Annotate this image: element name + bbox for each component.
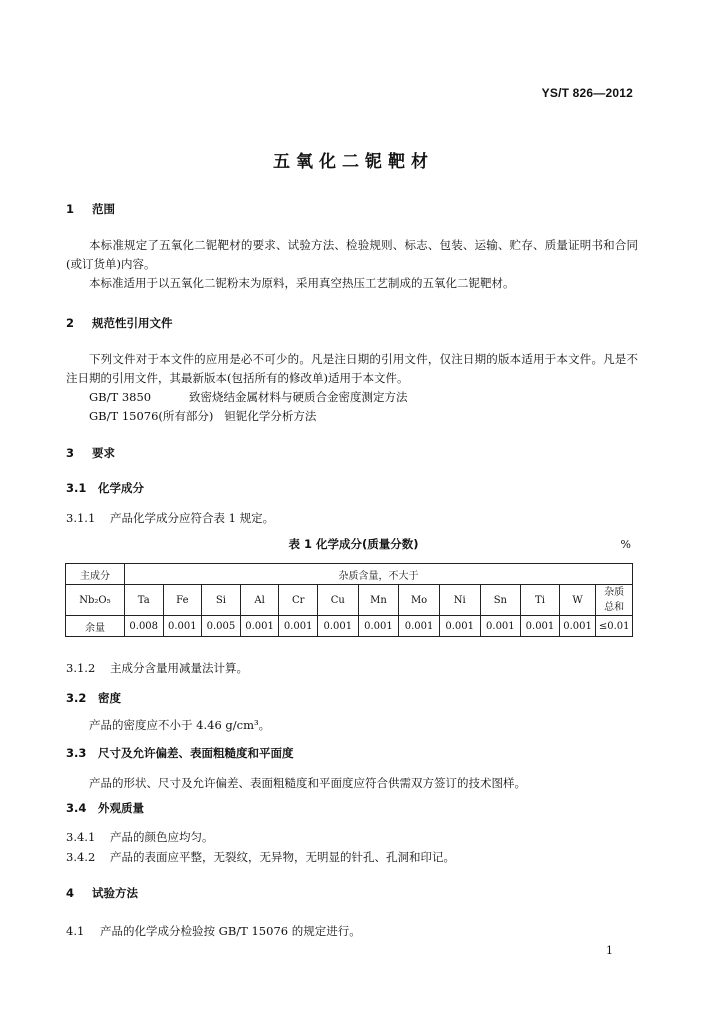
element-cell: Ta (124, 585, 163, 616)
impurity-value: 0.001 (559, 616, 596, 637)
section-title: 范围 (92, 202, 115, 216)
impurity-header: 杂质含量，不大于 (124, 564, 632, 585)
reference-item (89, 408, 316, 424)
impurity-value: 0.001 (279, 616, 318, 637)
element-cell: Ti (521, 585, 560, 616)
table-caption: 表 1 化学成分(质量分数) (288, 537, 419, 551)
clause-3-4-1 (66, 829, 214, 845)
element-cell: Cu (317, 585, 358, 616)
impurity-value: 0.001 (399, 616, 440, 637)
table-header-row (66, 564, 633, 585)
reference-code: GB/T 3850 (89, 390, 152, 404)
impurity-value: 0.001 (317, 616, 358, 637)
subsection-3-1-heading (66, 480, 144, 496)
subsection-3-2-text: 产品的密度应不小于 4.46 g/cm³。 (89, 718, 271, 732)
subsection-number: 3.3 (66, 746, 87, 760)
element-cell: Si (202, 585, 241, 616)
subsection-3-4-heading (66, 800, 144, 816)
page-number: 1 (606, 944, 613, 957)
chemical-composition-table (65, 563, 633, 637)
subsection-3-3-text: 产品的形状、尺寸及允许偏差、表面粗糙度和平面度应符合供需双方签订的技术图样。 (89, 776, 526, 790)
subsection-number: 3.2 (66, 691, 87, 705)
subsection-number: 3.1 (66, 481, 87, 495)
element-cell: Ni (439, 585, 480, 616)
reference-title: 钽铌化学分析方法 (224, 409, 317, 423)
document-title: 五氧化二铌靶材 (273, 152, 434, 172)
section-title: 规范性引用文件 (92, 316, 173, 330)
subsection-title: 化学成分 (98, 481, 144, 495)
clause-3-4-2 (66, 849, 455, 865)
impurity-total-value: ≤0.01 (596, 616, 633, 637)
section-number: 1 (66, 202, 75, 216)
clause-text: 产品的颜色应均匀。 (110, 830, 214, 844)
subsection-title: 尺寸及允许偏差、表面粗糙度和平面度 (98, 746, 294, 760)
element-cell: Sn (480, 585, 521, 616)
reference-title: 致密烧结金属材料与硬质合金密度测定方法 (189, 390, 408, 404)
subsection-3-3-heading (66, 745, 294, 761)
table-unit: % (620, 538, 631, 551)
section-number: 4 (66, 886, 75, 900)
subsection-3-2-heading (66, 690, 121, 706)
impurity-value: 0.001 (163, 616, 202, 637)
impurity-value: 0.001 (480, 616, 521, 637)
table-value-row (66, 616, 633, 637)
section-4-heading (66, 885, 138, 901)
clause-text: 产品的表面应平整，无裂纹，无异物，无明显的针孔、孔洞和印记。 (110, 850, 455, 864)
impurity-value: 0.001 (240, 616, 279, 637)
subsection-number: 3.4 (66, 801, 87, 815)
element-cell: Al (240, 585, 279, 616)
clause-number: 3.4.1 (66, 830, 96, 844)
clause-number: 3.1.1 (66, 511, 96, 525)
section-2-paragraph-1: 下列文件对于本文件的应用是必不可少的。凡是注日期的引用文件，仅注日期的版本适用于本文件。凡是不注日期的引用文件，其最新版本(包括所有的修改单)适用于本文件。 (66, 352, 638, 385)
impurity-value: 0.008 (124, 616, 163, 637)
impurity-total-label-line-2: 总和 (604, 602, 625, 613)
element-cell: Mo (399, 585, 440, 616)
section-number: 2 (66, 316, 75, 330)
main-component-value: 余量 (66, 616, 125, 637)
clause-3-1-2 (66, 660, 248, 676)
table-element-row (66, 585, 633, 616)
clause-text: 产品的化学成分检验按 GB/T 15076 的规定进行。 (100, 924, 361, 938)
impurity-value: 0.005 (202, 616, 241, 637)
clause-number: 4.1 (66, 924, 85, 938)
element-cell: W (559, 585, 596, 616)
section-number: 3 (66, 446, 75, 460)
section-title: 试验方法 (92, 886, 138, 900)
subsection-title: 外观质量 (98, 801, 144, 815)
section-1-heading (66, 201, 115, 217)
main-component-header: 主成分 (66, 564, 125, 585)
main-component-cell: Nb₂O₅ (66, 585, 125, 616)
clause-text: 主成分含量用减量法计算。 (110, 661, 248, 675)
clause-4-1 (66, 923, 361, 939)
element-cell: Cr (279, 585, 318, 616)
impurity-total-header (596, 585, 633, 616)
clause-number: 3.1.2 (66, 661, 96, 675)
subsection-title: 密度 (98, 691, 121, 705)
section-1-paragraph-1: 本标准规定了五氧化二铌靶材的要求、试验方法、检验规则、标志、包装、运输、贮存、质量证明书和合同(或订货单)内容。 (66, 238, 638, 271)
reference-code: GB/T 15076(所有部分) (89, 409, 214, 423)
standard-code: YS/T 826—2012 (541, 86, 633, 100)
reference-item (89, 389, 408, 405)
clause-3-1-1 (66, 510, 274, 526)
section-2-heading (66, 315, 173, 331)
section-title: 要求 (92, 446, 115, 460)
section-1-paragraph-2: 本标准适用于以五氧化二铌粉末为原料，采用真空热压工艺制成的五氧化二铌靶材。 (89, 276, 515, 290)
impurity-value: 0.001 (521, 616, 560, 637)
element-cell: Fe (163, 585, 202, 616)
impurity-total-label-line-1: 杂质 (604, 587, 625, 598)
element-cell: Mn (358, 585, 399, 616)
section-3-heading (66, 445, 115, 461)
impurity-value: 0.001 (439, 616, 480, 637)
clause-number: 3.4.2 (66, 850, 96, 864)
clause-text: 产品化学成分应符合表 1 规定。 (110, 511, 275, 525)
impurity-value: 0.001 (358, 616, 399, 637)
